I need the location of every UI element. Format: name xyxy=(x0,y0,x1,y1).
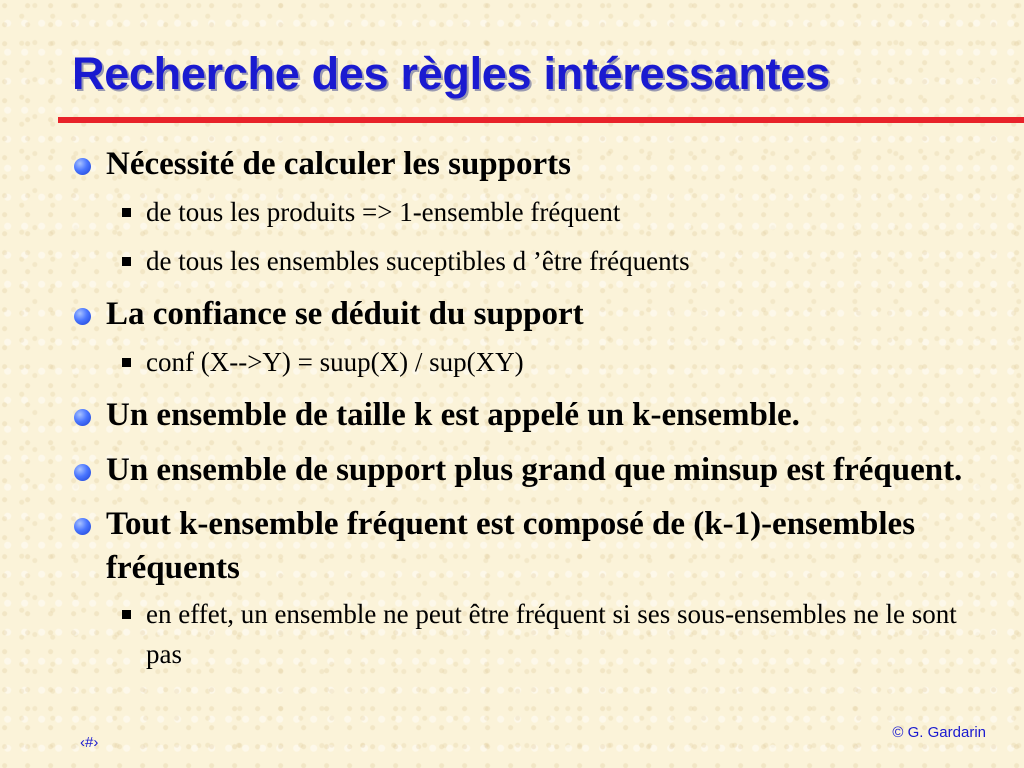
bullet-dot-icon xyxy=(74,518,91,535)
sub-bullet-text: conf (X-->Y) = suup(X) / sup(XY) xyxy=(146,347,524,377)
bullet-dot-icon xyxy=(74,409,91,426)
bullet-dot-icon xyxy=(74,158,91,175)
square-bullet-icon xyxy=(122,358,131,367)
copyright-footer: © G. Gardarin xyxy=(892,724,986,741)
sub-bullet-text: en effet, un ensemble ne peut être fréquent si ses sous-ensembles ne le sont pas xyxy=(146,599,957,669)
bullet-item xyxy=(72,393,992,437)
bullet-text: Nécessité de calculer les supports xyxy=(106,146,571,182)
sub-bullet-text: de tous les ensembles suceptibles d ’être fréquents xyxy=(146,246,690,276)
square-bullet-icon xyxy=(122,257,131,266)
bullet-dot-icon xyxy=(74,464,91,481)
square-bullet-icon xyxy=(122,208,131,217)
bullet-text: Un ensemble de support plus grand que minsup est fréquent. xyxy=(106,452,963,488)
sub-bullet-item xyxy=(72,594,992,674)
bullet-item xyxy=(72,502,992,590)
sub-bullet-item xyxy=(72,342,992,382)
sub-bullet-item xyxy=(72,241,992,281)
slide-title: Recherche des règles intéressantes xyxy=(72,48,830,99)
title-rule xyxy=(58,117,1024,123)
bullet-item xyxy=(72,448,992,492)
bullet-text: Un ensemble de taille k est appelé un k-ensemble. xyxy=(106,397,800,433)
bullet-item xyxy=(72,142,992,186)
sub-bullet-text: de tous les produits => 1-ensemble fréquent xyxy=(146,197,621,227)
bullet-item xyxy=(72,292,992,336)
bullet-text: Tout k-ensemble fréquent est composé de (k-1)-ensembles fréquents xyxy=(106,506,916,586)
sub-bullet-item xyxy=(72,192,992,232)
bullet-dot-icon xyxy=(74,308,91,325)
square-bullet-icon xyxy=(122,610,131,619)
bullet-text: La confiance se déduit du support xyxy=(106,296,584,332)
page-number-placeholder: ‹#› xyxy=(80,734,99,751)
bullet-list xyxy=(72,142,992,674)
